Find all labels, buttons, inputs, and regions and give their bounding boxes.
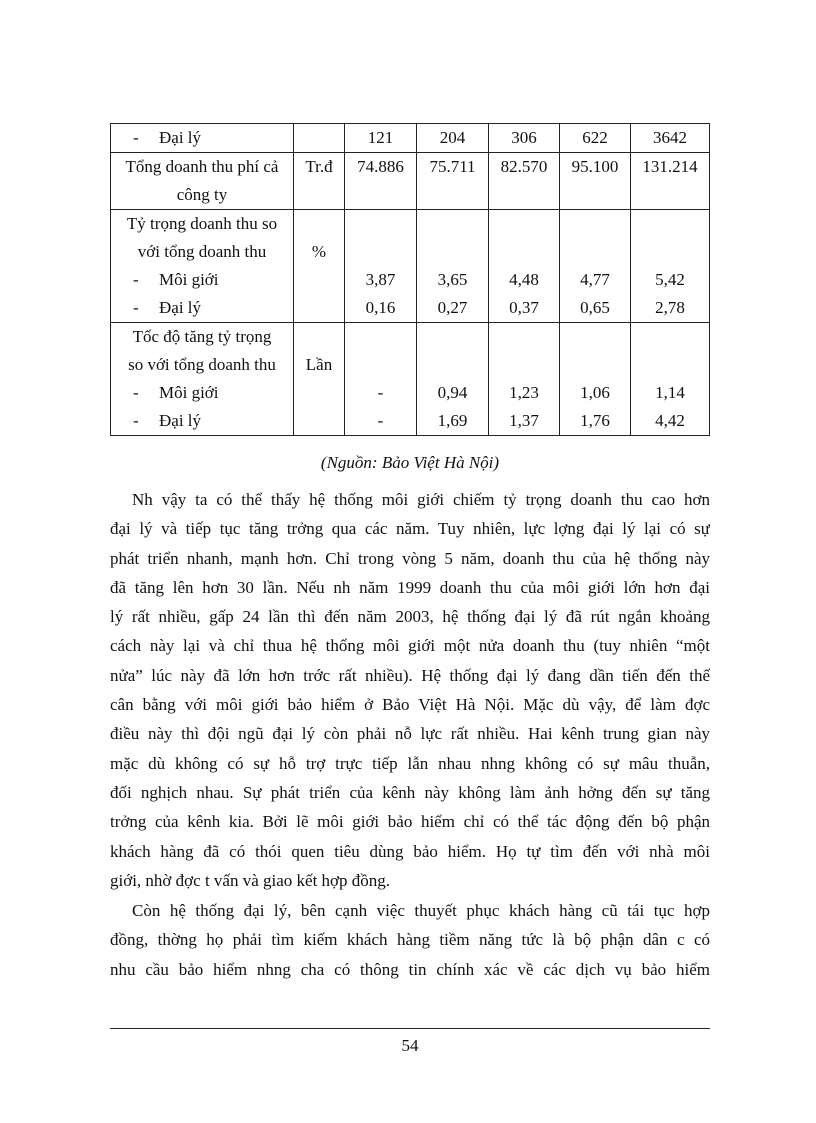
text-line: điều này thì đội ngũ đại lý còn phải nỗ lực rất nhiều. Hai kênh trung gian này — [110, 724, 710, 744]
text-line: Nh vậy ta có thể thấy hệ thống môi giới chiếm tỷ trọng doanh thu cao hơn — [132, 490, 710, 509]
text-line: mặc dù không có sự hỗ trợ trực tiếp lẫn nhau nhng không có sự mâu thuẫn, — [110, 753, 710, 773]
table-cell: 3642 — [653, 128, 687, 147]
unit-cell: Lần — [305, 355, 333, 374]
table-row-total — [111, 153, 710, 210]
table-cell: 0,16 — [365, 298, 396, 317]
sub-label: Môi giới — [159, 270, 219, 289]
table-cell: 0,94 — [437, 383, 468, 402]
table-cell: 3,87 — [365, 270, 396, 289]
table-cell: 95.100 — [571, 157, 619, 176]
table-cell: 0,37 — [509, 298, 539, 317]
row-label: Tỷ trọng doanh thu so — [126, 214, 278, 233]
statistics-table — [110, 123, 710, 436]
source-note: (Nguồn: Bảo Việt Hà Nội) — [320, 453, 500, 472]
row-label: so với tổng doanh thu — [128, 355, 276, 374]
text-line: giới, nhờ đợc t vấn và giao kết hợp đồng. — [110, 870, 391, 890]
table-cell: - — [377, 383, 384, 402]
text-line: khách hàng đã có thói quen tiêu dùng bảo hiểm. Họ tự tìm đến với nhà môi — [110, 841, 710, 861]
row-label: với tổng doanh thu — [137, 242, 267, 261]
paragraph-2 — [110, 896, 710, 984]
unit-cell: % — [311, 242, 327, 261]
text-line: phát triển nhanh, mạnh hơn. Chỉ trong vòng 5 năm, doanh thu của hệ thống này — [110, 548, 710, 568]
unit-cell: Tr.đ — [305, 157, 333, 176]
text-line: cân bằng với môi giới bảo hiểm ở Bảo Việt Hà Nội. Mặc dù vậy, để làm đợc — [110, 695, 710, 715]
text-line: đã tăng lên hơn 30 lần. Nếu nh năm 1999 doanh thu của môi giới lớn hơn đại — [110, 577, 710, 597]
table-cell: - — [377, 411, 384, 430]
table-cell: 74.886 — [357, 157, 404, 176]
table-cell: 1,14 — [655, 383, 685, 402]
text-line: cách này lại và chỉ thua hệ thống môi giới một nửa doanh thu (tuy nhiên “một — [110, 636, 710, 656]
table-cell: 622 — [582, 128, 608, 147]
text-line: đồng, thờng họ phải tìm kiếm khách hàng tiềm năng tức là bộ phận dân c có — [110, 930, 710, 950]
row-label: Đại lý — [159, 128, 202, 147]
sub-label: Đại lý — [159, 298, 202, 317]
table-cell: 1,23 — [509, 383, 539, 402]
text-line: nhu cầu bảo hiểm nhng cha có thông tin chính xác về các dịch vụ bảo hiểm — [110, 959, 710, 979]
table-cell: 1,06 — [580, 383, 610, 402]
row-label: Tổng doanh thu phí cả — [125, 157, 279, 176]
table-cell: 1,69 — [437, 411, 468, 430]
table-cell: 204 — [439, 128, 466, 147]
table-cell: 0,27 — [437, 298, 468, 317]
table-cell: 4,42 — [655, 411, 685, 430]
table-cell: 82.570 — [500, 157, 548, 176]
table-row-growth: Tốc độ tăng tỷ trọng so với tổng doanh thu - Môi giới - Đại lý Lần - - 0,94 1,69 1,23 1,37 1,06 1,76 1,14 4,42 — [111, 323, 710, 436]
table-cell: 2,78 — [655, 298, 685, 317]
text-line: trởng của kênh kia. Bởi lẽ môi giới bảo hiểm chỉ có thể tác động đến bộ phận — [110, 812, 710, 832]
row-label: công ty — [176, 185, 228, 204]
text-line: nửa” lúc này đã lớn hơn trớc rất nhiều). Hệ thống đại lý đang dần tiến đến thế — [110, 665, 710, 685]
table-cell: 306 — [511, 128, 537, 147]
page-number: 54 — [401, 1036, 419, 1055]
table-cell: 1,37 — [509, 411, 539, 430]
row-label: Tốc độ tăng tỷ trọng — [132, 327, 272, 346]
text-line: Còn hệ thống đại lý, bên cạnh việc thuyết phục khách hàng cũ tái tục hợp — [132, 901, 710, 920]
table-cell: 0,65 — [580, 298, 610, 317]
text-line: đối nghịch nhau. Sự phát triển của kênh này không làm ảnh hởng đến sự tăng — [110, 782, 710, 802]
table-cell: 131.214 — [642, 157, 698, 176]
table-row-share: Tỷ trọng doanh thu so với tổng doanh thu - Môi giới - Đại lý % 3,87 0,16 3,65 0,27 4,48 0,37 4,77 0,65 5,42 2,78 — [111, 210, 710, 323]
table-cell: 4,48 — [509, 270, 539, 289]
table-cell: 75.711 — [429, 157, 476, 176]
table-cell: 121 — [367, 128, 394, 147]
text-line: đại lý và tiếp tục tăng trởng qua các năm. Tuy nhiên, lực lợng đại lý lại có sự — [110, 519, 710, 539]
sub-label: Đại lý — [159, 411, 202, 430]
text-line: lý rất nhiều, gấp 24 lần thì đến năm 2003, hệ thống đại lý đã rút ngắn khoảng — [110, 607, 710, 627]
table-cell: 1,76 — [580, 411, 610, 430]
table-cell: 3,65 — [437, 270, 468, 289]
footer-rule — [110, 1028, 710, 1029]
sub-label: Môi giới — [159, 383, 219, 402]
paragraph-1 — [110, 485, 710, 895]
table-cell: 5,42 — [655, 270, 685, 289]
table-row-agent: - Đại lý 121 204 306 622 3642 — [111, 124, 710, 153]
table-cell: 4,77 — [580, 270, 610, 289]
